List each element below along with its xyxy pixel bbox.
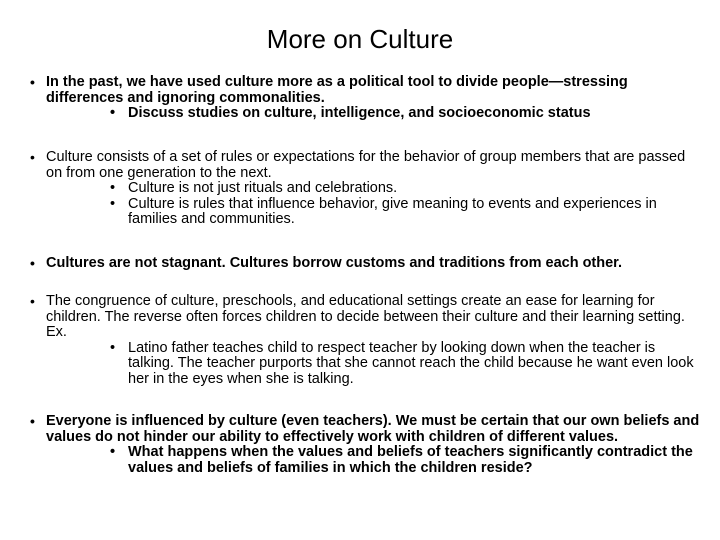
bullet-3 bbox=[30, 256, 700, 272]
bullet-1-text: In the past, we have used culture more as a political tool to divide people—stressing differences and ignoring commonalities. bbox=[46, 74, 628, 106]
bullet-dot-icon: • bbox=[30, 74, 35, 90]
slide-title: More on Culture bbox=[266, 24, 454, 54]
bullet-dot-icon: • bbox=[30, 149, 35, 165]
bullet-2-sub-1 bbox=[108, 181, 700, 197]
bullet-2-sub-2-text: Culture is rules that influence behavior, give meaning to events and experiences in families and communities. bbox=[128, 195, 657, 228]
sub-bullet-dot-icon: • bbox=[110, 180, 116, 197]
bullet-5-sub-1-text: What happens when the values and beliefs of teachers significantly contradict the values and beliefs of families in which the children reside? bbox=[128, 444, 693, 476]
bullet-2-sub-2 bbox=[108, 197, 700, 228]
sub-bullet-dot-icon: • bbox=[110, 339, 116, 356]
bullet-2 bbox=[30, 150, 700, 228]
bullet-4-sub-1 bbox=[108, 341, 700, 388]
bullet-5-text: Everyone is influenced by culture (even teachers). We must be certain that our own beliefs and values do not hinder our ability to effectively work with children of different values. bbox=[46, 413, 700, 445]
bullet-2-sub-1-text: Culture is not just rituals and celebrations. bbox=[128, 180, 398, 197]
bullet-5-sub-1 bbox=[108, 445, 700, 476]
sub-bullet-dot-icon: • bbox=[110, 105, 116, 122]
bullet-1 bbox=[30, 75, 700, 122]
bullet-dot-icon: • bbox=[30, 413, 35, 429]
sub-bullet-dot-icon: • bbox=[110, 195, 116, 212]
sub-bullet-dot-icon: • bbox=[110, 444, 116, 461]
bullet-1-sub-1 bbox=[108, 106, 700, 122]
bullet-1-sub-1-text: Discuss studies on culture, intelligence, and socioeconomic status bbox=[128, 105, 591, 122]
bullet-dot-icon: • bbox=[30, 293, 35, 309]
bullet-4-sub-1-text: Latino father teaches child to respect teacher by looking down when the teacher is talking. The teacher purports that she cannot reach the child because he want even look her in the eyes when she is talking. bbox=[128, 339, 694, 387]
bullet-5 bbox=[30, 414, 700, 476]
bullet-3-text: Cultures are not stagnant. Cultures borrow customs and traditions from each other. bbox=[46, 255, 623, 271]
bullet-dot-icon: • bbox=[30, 255, 35, 271]
bullet-2-text: Culture consists of a set of rules or expectations for the behavior of group members that are passed on from one generation to the next. bbox=[46, 149, 686, 181]
bullet-4 bbox=[30, 294, 700, 388]
bullet-4-text: The congruence of culture, preschools, and educational settings create an ease for learning for children. The reverse often forces children to decide between their culture and their learning setting. Ex. bbox=[46, 293, 685, 341]
